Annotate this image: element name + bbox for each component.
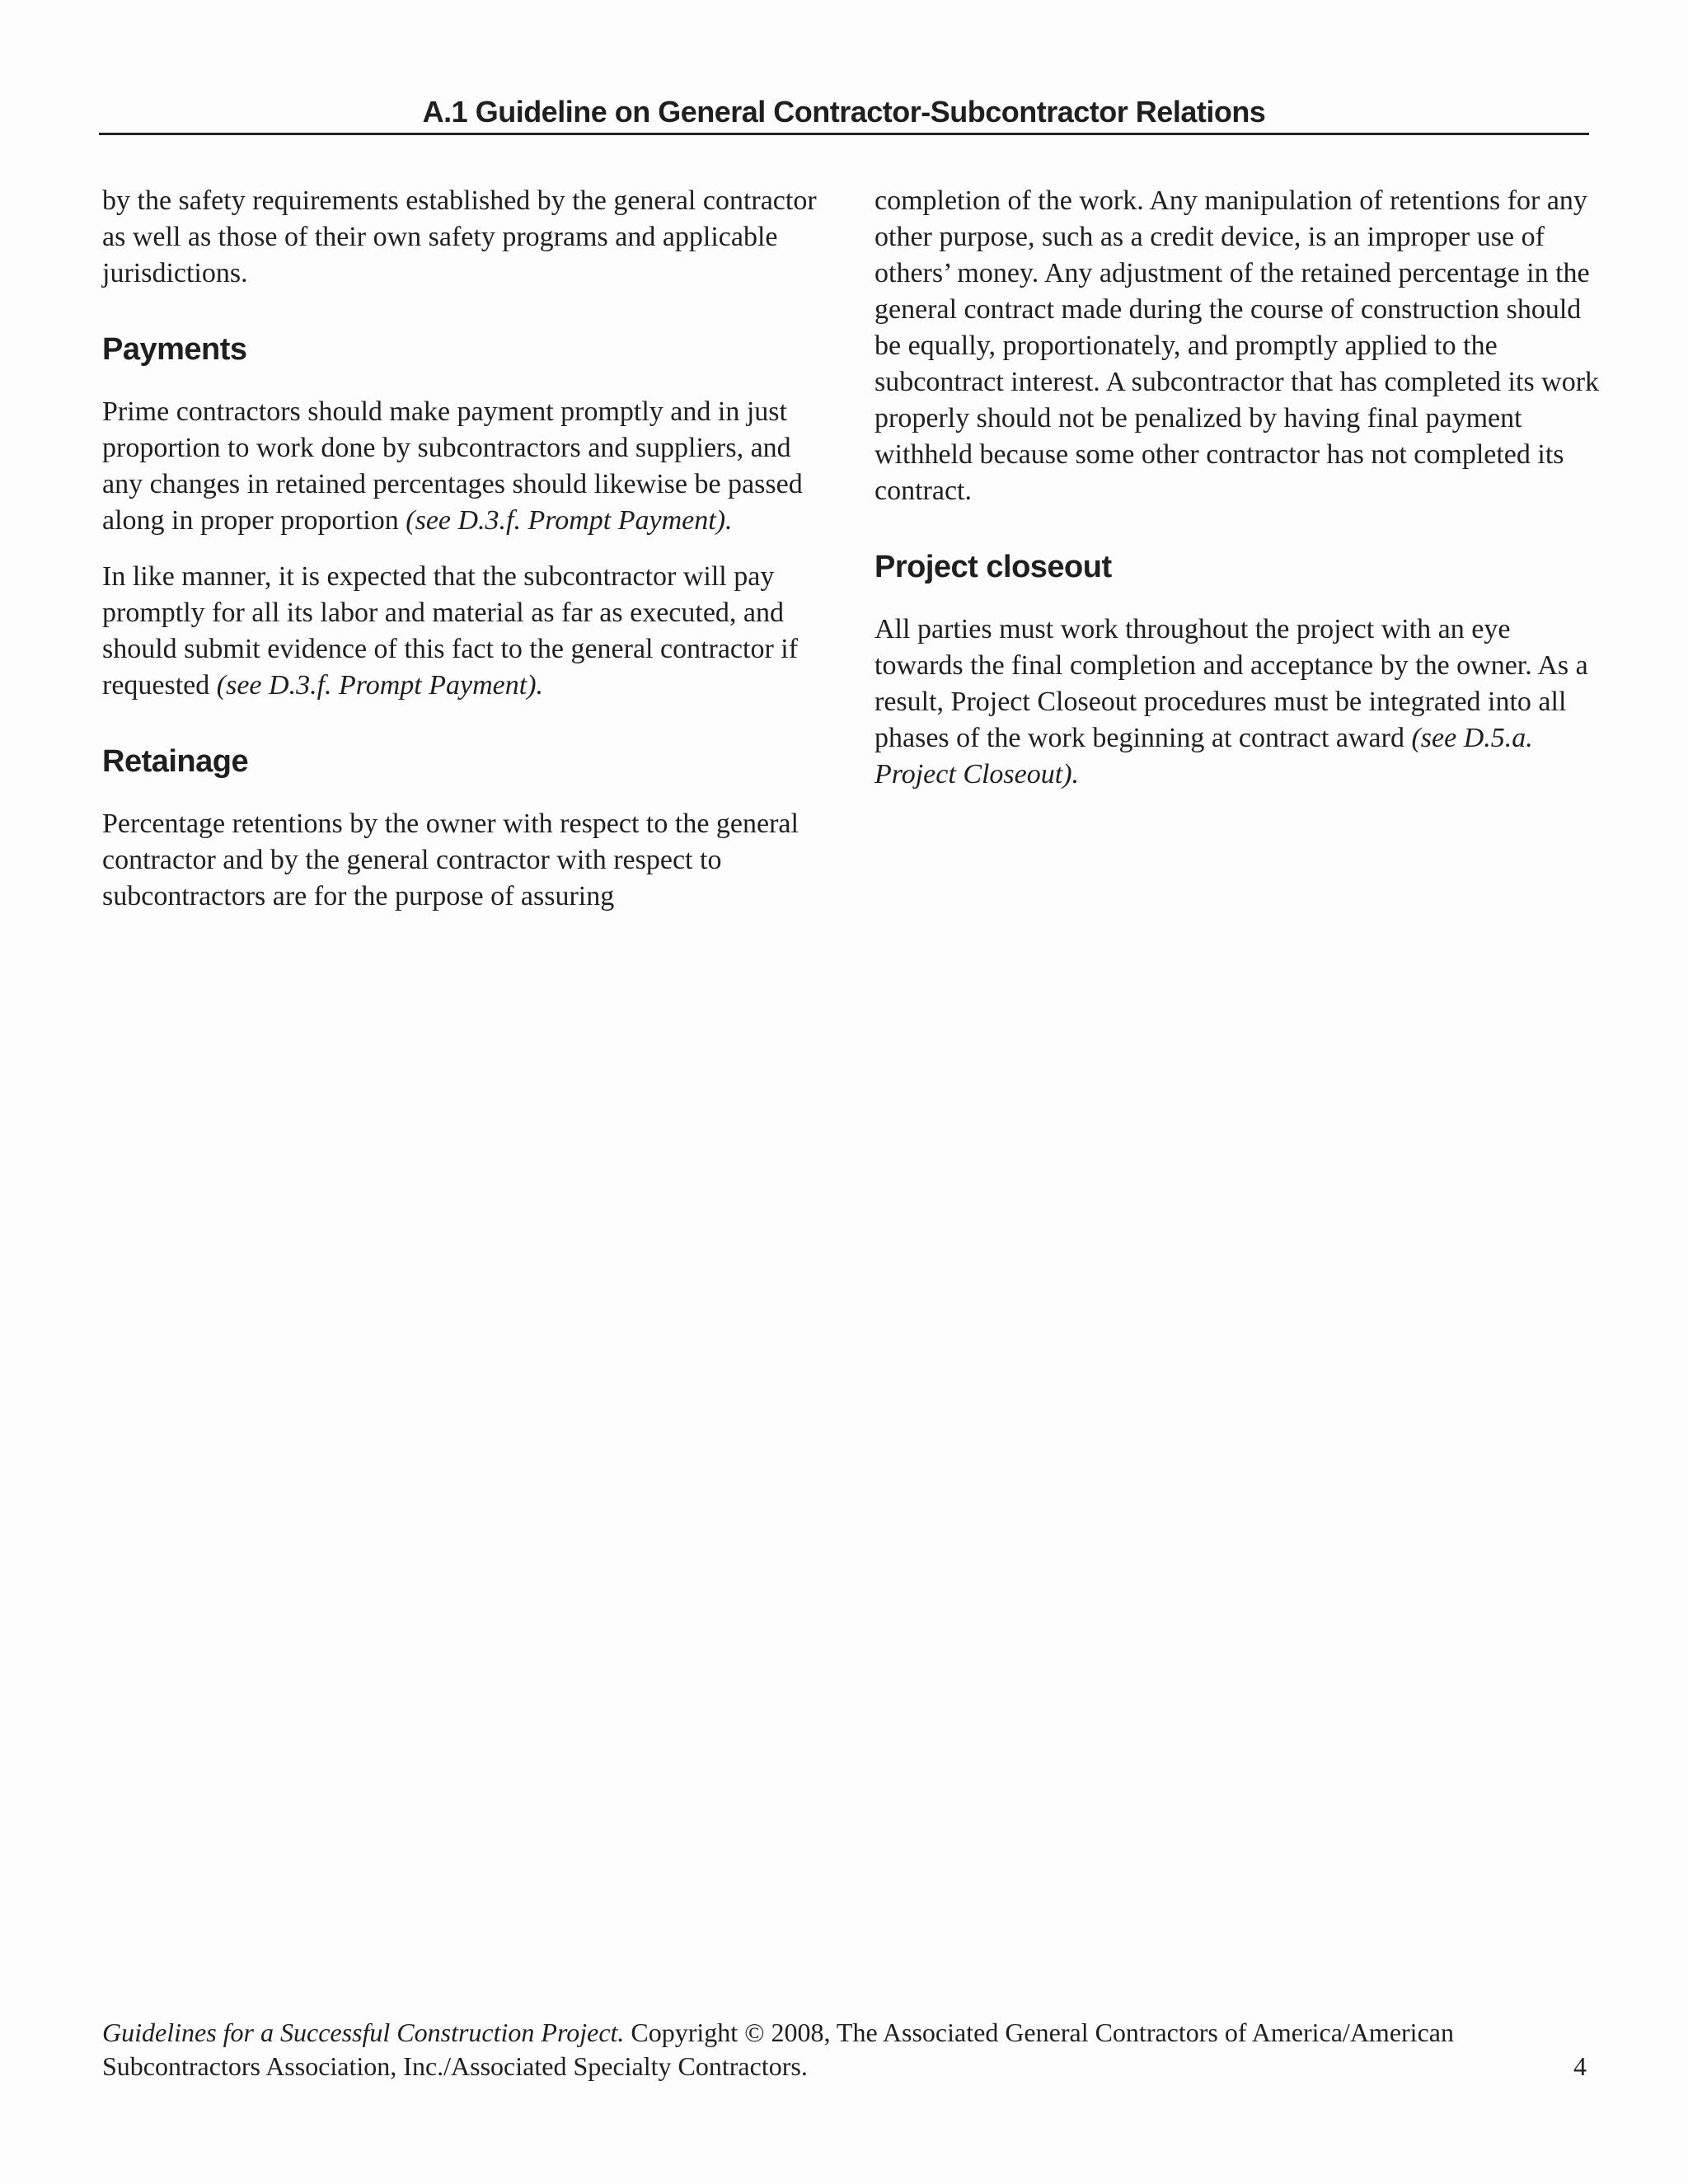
header-rule [99, 133, 1589, 135]
project-closeout-reference: (see D.5.a. Project Closeout). [874, 723, 1533, 790]
right-column [874, 183, 1600, 813]
copyright-notice: Copyright © 2008, The Associated General Contractors of America/American Subcontractors Association, Inc./Associated Specialty Contractors. [102, 2018, 1454, 2081]
safety-continuation-paragraph: by the safety requirements established by the general contractor as well as those of their own safety programs and applicable jurisdictions. [102, 185, 817, 288]
retainage-heading: Retainage [102, 744, 249, 779]
publication-title: Guidelines for a Successful Construction Project. [102, 2018, 625, 2047]
left-column [102, 183, 828, 935]
payments-paragraph-2 [102, 559, 828, 704]
payments-paragraph-2-text: In like manner, it is expected that the subcontractor will pay promptly for all its labor and material as far as executed, and should submit evidence of this fact to the general contractor if requested [102, 561, 799, 701]
retainage-paragraph: Percentage retentions by the owner with respect to the general contractor and by the general contractor with respect to subcontractors are for the purpose of assuring [102, 808, 799, 912]
prompt-payment-reference: (see D.3.f. Prompt Payment). [406, 505, 733, 536]
prompt-payment-reference: (see D.3.f. Prompt Payment). [216, 670, 544, 701]
footer-copyright [102, 2016, 1586, 2083]
project-closeout-paragraph [874, 612, 1600, 793]
payments-heading: Payments [102, 332, 247, 367]
running-title: A.1 Guideline on General Contractor-Subcontractor Relations [422, 95, 1266, 129]
project-closeout-paragraph-text: All parties must work throughout the project with an eye towards the final completion and acceptance by the owner. As a result, Project Closeout procedures must be integrated into all phases of the work beginning at contract award [874, 614, 1588, 753]
page-number: 4 [1573, 2051, 1587, 2081]
payments-paragraph-1 [102, 394, 828, 539]
project-closeout-heading: Project closeout [874, 550, 1112, 584]
retainage-paragraph-continued: completion of the work. Any manipulation of retentions for any other purpose, such as a credit device, is an improper use of others’ money. Any adjustment of the retained percentage in the general contract made during the course of construction should be equally, proportionately, and promptly applied to the subcontract interest. A subcontractor that has completed its work properly should not be penalized by having final payment withheld because some other contractor has not completed its contract. [874, 185, 1600, 506]
payments-paragraph-1-text: Prime contractors should make payment promptly and in just proportion to work done by subcontractors and suppliers, and any changes in retained percentages should likewise be passed along in proper proportion [102, 396, 803, 536]
